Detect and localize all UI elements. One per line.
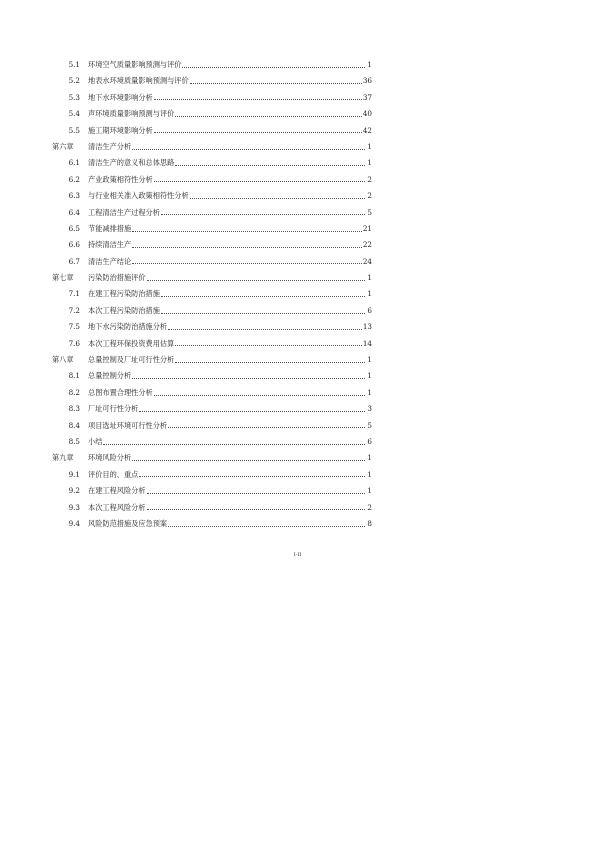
toc-entry-title: 总图布置合理性分析 — [88, 387, 153, 397]
toc-entry-number: 第七章 — [52, 273, 74, 283]
dot-leader — [147, 509, 365, 510]
dot-leader — [168, 329, 362, 330]
dot-leader — [132, 149, 365, 150]
toc-entry-page: 40 — [362, 109, 372, 119]
toc-section-entry[interactable] — [52, 172, 372, 188]
toc-entry-title: 地下水环境影响分析 — [88, 92, 153, 102]
dot-leader — [147, 280, 365, 281]
toc-entry-page: 1 — [367, 453, 372, 463]
toc-section-entry[interactable] — [52, 483, 372, 499]
toc-entry-title: 环境空气质量影响预测与评价 — [88, 60, 182, 69]
dot-leader — [175, 345, 362, 346]
toc-entry-number: 8.2 — [68, 387, 80, 397]
toc-entry-number: 9.2 — [68, 486, 80, 496]
toc-section-entry[interactable] — [52, 336, 372, 352]
toc-entry-page: 24 — [362, 256, 372, 266]
toc-section-entry[interactable] — [52, 123, 372, 139]
dot-leader — [161, 296, 365, 297]
toc-entry-number: 8.5 — [68, 436, 80, 446]
toc-entry-title: 环境风险分析 — [88, 453, 132, 463]
toc-section-entry[interactable] — [52, 188, 372, 204]
toc-section-entry[interactable] — [52, 385, 372, 401]
toc-section-entry[interactable] — [52, 155, 372, 171]
dot-leader — [175, 362, 365, 363]
toc-entry-title: 产业政策相符性分析 — [88, 174, 153, 184]
toc-entry-page: 1 — [367, 387, 372, 397]
toc-entry-number: 8.3 — [68, 404, 80, 414]
toc-section-entry[interactable] — [52, 73, 372, 89]
toc-entry-title: 项目选址环境可行性分析 — [88, 420, 168, 430]
toc-entry-page: 42 — [362, 125, 372, 135]
toc-entry-page: 2 — [367, 502, 372, 512]
toc-entry-number: 5.3 — [68, 92, 80, 102]
toc-entry-number: 5.1 — [68, 60, 80, 69]
toc-entry-page: 1 — [367, 469, 372, 479]
toc-section-entry[interactable] — [52, 418, 372, 434]
toc-section-entry[interactable] — [52, 237, 372, 253]
table-of-contents — [52, 57, 372, 532]
toc-entry-page: 1 — [367, 60, 372, 69]
toc-entry-page: 1 — [367, 289, 372, 299]
toc-entry-page: 6 — [367, 305, 372, 315]
toc-entry-title: 评价目的、重点 — [88, 469, 139, 479]
toc-entry-page: 37 — [362, 92, 372, 102]
dot-leader — [161, 313, 365, 314]
toc-entry-page: 5 — [367, 420, 372, 430]
toc-entry-page: 2 — [367, 174, 372, 184]
toc-entry-number: 6.2 — [68, 174, 80, 184]
toc-entry-title: 持续清洁生产 — [88, 240, 132, 250]
dot-leader — [139, 411, 365, 412]
dot-leader — [175, 116, 362, 117]
toc-entry-title: 小结 — [88, 436, 103, 446]
toc-chapter-entry[interactable] — [52, 352, 372, 368]
toc-entry-title: 本次工程环保投资费用估算 — [88, 338, 175, 348]
toc-entry-page: 1 — [367, 355, 372, 365]
toc-entry-title: 清洁生产的意义和总体思路 — [88, 158, 175, 168]
toc-entry-title: 施工期环境影响分析 — [88, 125, 153, 135]
toc-chapter-entry[interactable] — [52, 139, 372, 155]
toc-entry-title: 在建工程风险分析 — [88, 486, 146, 496]
toc-entry-number: 6.1 — [68, 158, 80, 168]
toc-entry-page: 5 — [367, 207, 372, 217]
toc-entry-number: 第六章 — [52, 141, 74, 151]
dot-leader — [147, 493, 365, 494]
dot-leader — [154, 181, 365, 182]
dot-leader — [103, 444, 365, 445]
toc-entry-number: 6.3 — [68, 191, 80, 201]
toc-section-entry[interactable] — [52, 205, 372, 221]
toc-entry-number: 5.2 — [68, 76, 80, 86]
dot-leader — [190, 198, 365, 199]
toc-entry-page: 6 — [367, 436, 372, 446]
toc-entry-title: 总量控制及厂址可行性分析 — [88, 355, 175, 365]
toc-entry-title: 地下水污染防治措施分析 — [88, 322, 168, 332]
toc-section-entry[interactable] — [52, 500, 372, 516]
toc-entry-page: 14 — [362, 338, 372, 348]
toc-entry-page: 1 — [367, 371, 372, 381]
toc-entry-title: 工程清洁生产过程分析 — [88, 207, 160, 217]
toc-section-entry[interactable] — [52, 434, 372, 450]
dot-leader — [154, 99, 362, 100]
dot-leader — [175, 165, 365, 166]
toc-entry-title: 厂址可行性分析 — [88, 404, 139, 414]
toc-section-entry[interactable] — [52, 467, 372, 483]
toc-entry-page: 13 — [362, 322, 372, 332]
toc-entry-number: 6.6 — [68, 240, 80, 250]
toc-entry-title: 清洁生产结论 — [88, 256, 132, 266]
toc-entry-page: 3 — [367, 404, 372, 414]
toc-entry-number: 7.2 — [68, 305, 80, 315]
toc-section-entry[interactable] — [52, 90, 372, 106]
toc-section-entry[interactable] — [52, 57, 372, 73]
toc-entry-title: 本次工程污染防治措施 — [88, 305, 160, 315]
toc-entry-number: 7.6 — [68, 338, 80, 348]
dot-leader — [154, 395, 365, 396]
dot-leader — [182, 67, 365, 68]
toc-entry-number: 9.3 — [68, 502, 80, 512]
toc-entry-title: 总量控制分析 — [88, 371, 132, 381]
toc-entry-page: 22 — [362, 240, 372, 250]
toc-entry-page: 1 — [367, 486, 372, 496]
toc-entry-number: 7.1 — [68, 289, 80, 299]
toc-entry-page: 1 — [367, 273, 372, 283]
toc-chapter-entry[interactable] — [52, 270, 372, 286]
toc-entry-title: 风险防范措施及应急预案 — [88, 518, 168, 528]
toc-entry-title: 声环境质量影响预测与评价 — [88, 109, 175, 119]
toc-entry-number: 5.5 — [68, 125, 80, 135]
toc-entry-number: 8.1 — [68, 371, 80, 381]
dot-leader — [132, 263, 362, 264]
toc-entry-number: 6.5 — [68, 223, 80, 233]
toc-entry-page: 1 — [367, 141, 372, 151]
toc-entry-title: 节能减排措施 — [88, 223, 132, 233]
toc-entry-title: 地表水环境质量影响预测与评价 — [88, 76, 189, 86]
toc-entry-title: 在建工程污染防治措施 — [88, 289, 160, 299]
dot-leader — [168, 427, 365, 428]
toc-entry-number: 7.5 — [68, 322, 80, 332]
toc-entry-title: 清洁生产分析 — [88, 141, 132, 151]
dot-leader — [154, 132, 362, 133]
toc-entry-number: 9.1 — [68, 469, 80, 479]
toc-entry-number: 6.7 — [68, 256, 80, 266]
toc-section-entry[interactable] — [52, 319, 372, 335]
toc-entry-page: 21 — [362, 223, 372, 233]
toc-entry-number: 9.4 — [68, 518, 80, 528]
dot-leader — [139, 476, 365, 477]
dot-leader — [132, 460, 365, 461]
toc-section-entry[interactable] — [52, 286, 372, 302]
toc-entry-title: 污染防治措施评价 — [88, 273, 146, 283]
toc-section-entry[interactable] — [52, 106, 372, 122]
toc-section-entry[interactable] — [52, 516, 372, 532]
dot-leader — [190, 83, 362, 84]
toc-entry-number: 6.4 — [68, 207, 80, 217]
toc-entry-page: 36 — [362, 76, 372, 86]
page-number: I-II — [293, 552, 302, 558]
dot-leader — [132, 231, 362, 232]
toc-section-entry[interactable] — [52, 254, 372, 270]
dot-leader — [132, 247, 362, 248]
dot-leader — [161, 214, 365, 215]
toc-entry-number: 8.4 — [68, 420, 80, 430]
toc-section-entry[interactable] — [52, 303, 372, 319]
toc-entry-page: 1 — [367, 158, 372, 168]
toc-chapter-entry[interactable] — [52, 450, 372, 466]
toc-entry-title: 本次工程风险分析 — [88, 502, 146, 512]
toc-entry-number: 第九章 — [52, 453, 74, 463]
toc-section-entry[interactable] — [52, 221, 372, 237]
dot-leader — [168, 526, 365, 527]
toc-entry-number: 5.4 — [68, 109, 80, 119]
toc-entry-page: 8 — [367, 518, 372, 528]
toc-section-entry[interactable] — [52, 401, 372, 417]
toc-entry-page: 2 — [367, 191, 372, 201]
toc-section-entry[interactable] — [52, 368, 372, 384]
dot-leader — [132, 378, 365, 379]
toc-entry-number: 第八章 — [52, 355, 74, 365]
toc-entry-title: 与行业相关准入政策相符性分析 — [88, 191, 189, 201]
